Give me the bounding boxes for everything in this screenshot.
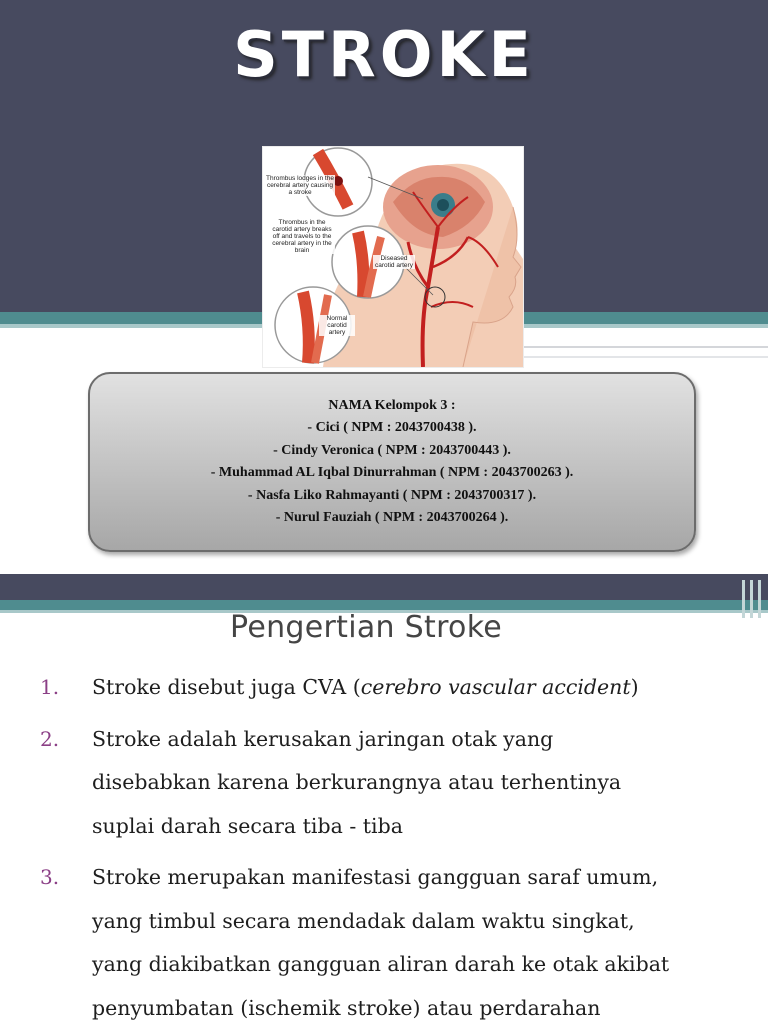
slide-title: STROKE <box>233 18 535 91</box>
item-text: Stroke adalah kerusakan jaringan otak yang <box>92 726 554 751</box>
decor-lines <box>520 346 768 358</box>
member-3: - Muhammad AL Iqbal Dinurrahman ( NPM : 2043700263 ). <box>210 465 574 480</box>
item-number: 3. <box>40 865 60 889</box>
item-text: penyumbatan (ischemik stroke) atau perdarahan <box>92 995 601 1020</box>
header-band <box>0 574 768 600</box>
member-5: - Nurul Fauziah ( NPM : 2043700264 ). <box>275 510 509 525</box>
group-heading: NAMA Kelompok 3 : <box>328 397 456 413</box>
member-1: - Cici ( NPM : 2043700438 ). <box>307 420 477 435</box>
item-text-italic: cerebro vascular accident <box>360 675 631 699</box>
label-normal-artery: Normal carotid artery <box>319 315 355 336</box>
item-text: yang diakibatkan gangguan aliran darah ke otak akibat <box>92 952 670 976</box>
label-diseased-artery: Diseased carotid artery <box>373 255 415 269</box>
item-text: yang timbul secara mendadak dalam waktu singkat, <box>92 908 635 933</box>
list-item <box>40 718 760 849</box>
label-thrombus-lodges: Thrombus lodges in the cerebral artery causing a stroke <box>266 175 334 196</box>
decor-bar <box>758 580 761 618</box>
list-item <box>40 666 760 710</box>
label-thrombus-breaks: Thrombus in the carotid artery breaks off and travels to the cerebral artery in the brain <box>269 219 335 254</box>
item-number: 2. <box>40 726 60 751</box>
item-text: Stroke merupakan manifestasi gangguan saraf umum, <box>92 865 659 889</box>
item-text-tail: ) <box>630 675 639 699</box>
definition-list <box>40 666 760 1024</box>
list-item <box>40 856 760 1024</box>
accent-band <box>0 600 768 610</box>
item-number: 1. <box>40 675 60 699</box>
member-2: - Cindy Veronica ( NPM : 2043700443 ). <box>273 442 511 458</box>
definition-slide <box>0 574 768 1024</box>
slide-title: Pengertian Stroke <box>230 610 503 645</box>
stroke-illustration <box>262 146 524 368</box>
item-text: Stroke disebut juga CVA ( <box>92 675 361 699</box>
member-4: - Nasfa Liko Rahmayanti ( NPM : 2043700317 ). <box>247 487 537 503</box>
item-text: suplai darah secara tiba - tiba <box>92 813 403 838</box>
group-members-box <box>88 372 696 552</box>
item-text: disebabkan karena berkurangnya atau terhentinya <box>92 770 622 794</box>
decor-bar <box>742 580 745 618</box>
decor-bar <box>750 580 753 618</box>
